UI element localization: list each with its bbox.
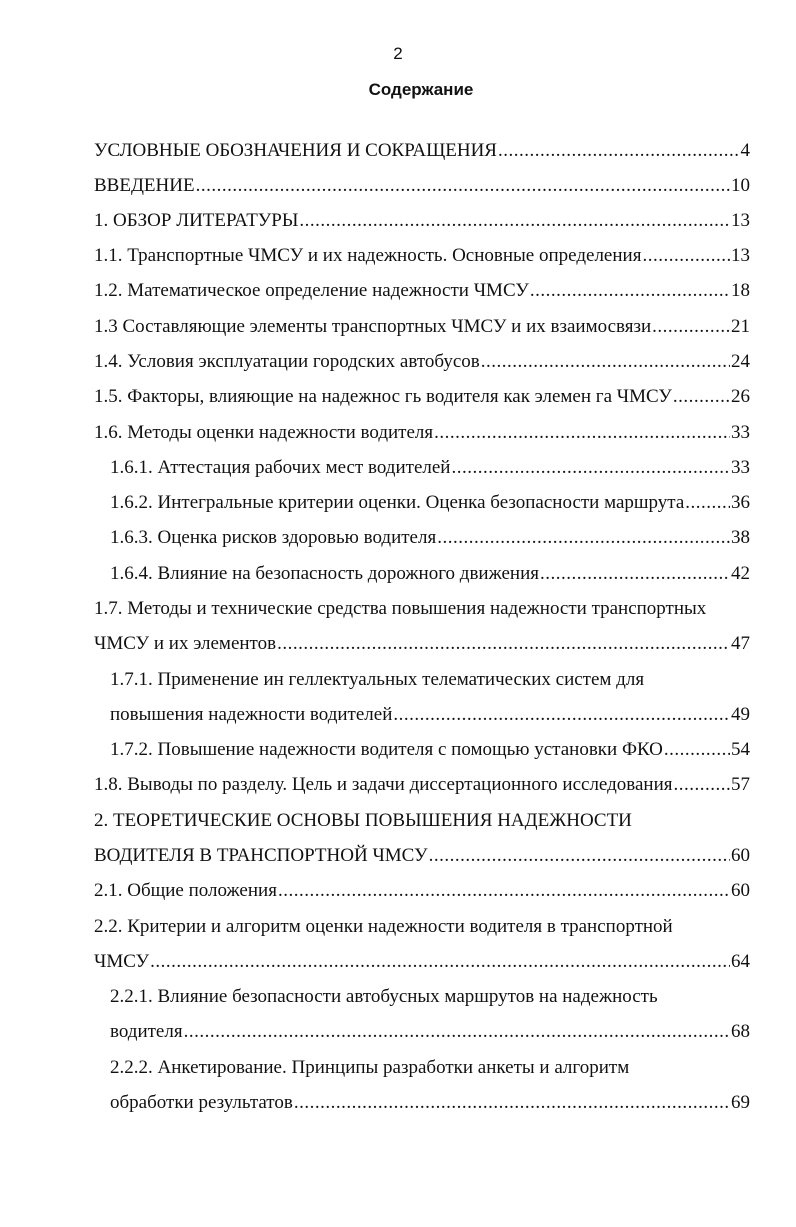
leader-dots bbox=[429, 841, 730, 871]
toc-entry-text: ЧМСУ bbox=[94, 951, 150, 972]
toc-entry-text: 1.3 Составляющие элементы транспортных ЧМСУ и их взаимосвязи bbox=[94, 316, 652, 337]
toc-entry bbox=[110, 1053, 750, 1083]
toc-entry bbox=[94, 312, 750, 342]
leader-dots bbox=[685, 488, 730, 518]
leader-dots bbox=[673, 382, 730, 412]
leader-dots bbox=[184, 1017, 730, 1047]
leader-dots bbox=[278, 876, 730, 906]
toc-entry bbox=[94, 594, 750, 624]
toc-entry-page: 18 bbox=[731, 280, 750, 301]
toc-entry-page: 13 bbox=[731, 210, 750, 231]
toc-entry-page: 33 bbox=[731, 422, 750, 443]
toc-entry bbox=[110, 523, 750, 553]
toc-entry bbox=[110, 735, 750, 765]
leader-dots bbox=[150, 947, 730, 977]
toc-entry bbox=[94, 629, 750, 659]
toc-entry bbox=[94, 136, 750, 166]
toc-title: Содержание bbox=[368, 80, 474, 99]
toc-entry-page: 54 bbox=[731, 739, 750, 760]
toc-entry-text: 1.6.1. Аттестация рабочих мест водителей bbox=[110, 457, 451, 478]
leader-dots bbox=[481, 347, 730, 377]
toc-entry bbox=[94, 171, 750, 201]
toc-entry-text: 1.6.4. Влияние на безопасность дорожного движения bbox=[110, 563, 539, 584]
toc-entry-text: 1.6. Методы оценки надежности водителя bbox=[94, 422, 434, 443]
leader-dots bbox=[434, 418, 730, 448]
toc-entry bbox=[94, 418, 750, 448]
toc-entry-page: 10 bbox=[731, 175, 750, 196]
toc-entry bbox=[94, 876, 750, 906]
toc-entry bbox=[94, 806, 750, 836]
toc-entry-text: водителя bbox=[110, 1021, 183, 1042]
leader-dots bbox=[277, 629, 730, 659]
toc-entry-page: 24 bbox=[731, 351, 750, 372]
toc-entry-text: ВВЕДЕНИЕ bbox=[94, 175, 195, 196]
toc-entry-text: УСЛОВНЫЕ ОБОЗНАЧЕНИЯ И СОКРАЩЕНИЯ bbox=[94, 140, 497, 161]
toc-entry-page: 47 bbox=[731, 633, 750, 654]
toc-entry-text: 1. ОБЗОР ЛИТЕРАТУРЫ bbox=[94, 210, 299, 231]
toc-entry-text: 1.7.1. Применение ин геллектуальных телематических систем для bbox=[110, 669, 645, 690]
leader-dots bbox=[652, 312, 730, 342]
toc-entry-text: 1.1. Транспортные ЧМСУ и их надежность. Основные определения bbox=[94, 245, 642, 266]
leader-dots bbox=[540, 559, 730, 589]
toc-entry-text: 1.6.3. Оценка рисков здоровью водителя bbox=[110, 527, 437, 548]
toc-entry bbox=[94, 912, 750, 942]
toc-entry-text: обработки результатов bbox=[110, 1092, 293, 1113]
leader-dots bbox=[498, 136, 740, 166]
toc-entry bbox=[94, 382, 750, 412]
leader-dots bbox=[294, 1088, 730, 1118]
toc-entry-text: 2.2.2. Анкетирование. Принципы разработки анкеты и алгоритм bbox=[110, 1057, 630, 1078]
toc-entry-page: 21 bbox=[731, 316, 750, 337]
toc-entry-page: 60 bbox=[731, 880, 750, 901]
toc-entry bbox=[94, 241, 750, 271]
toc-entry bbox=[110, 665, 750, 695]
toc-entry-text: 1.7.2. Повышение надежности водителя с помощью установки ФКО bbox=[110, 739, 663, 760]
toc-entry bbox=[94, 947, 750, 977]
toc-entry-text: ВОДИТЕЛЯ В ТРАНСПОРТНОЙ ЧМСУ bbox=[94, 845, 428, 866]
toc-entry-page: 42 bbox=[731, 563, 750, 584]
toc-entry-page: 36 bbox=[731, 492, 750, 513]
toc-entry-text: 1.8. Выводы по разделу. Цель и задачи диссертационного исследования bbox=[94, 774, 673, 795]
toc-entry-text: 2.2. Критерии и алгоритм оценки надежности водителя в транспортной bbox=[94, 916, 673, 937]
toc-entry bbox=[94, 276, 750, 306]
toc-entry-page: 38 bbox=[731, 527, 750, 548]
toc-entry-text: ЧМСУ и их элементов bbox=[94, 633, 277, 654]
toc-entry-text: 1.5. Факторы, влияющие на надежнос гь водителя как элемен га ЧМСУ bbox=[94, 386, 672, 407]
toc-entry-page: 26 bbox=[731, 386, 750, 407]
toc-entry-page: 68 bbox=[731, 1021, 750, 1042]
toc-entry-text: 2. ТЕОРЕТИЧЕСКИЕ ОСНОВЫ ПОВЫШЕНИЯ НАДЕЖНОСТИ bbox=[94, 810, 632, 831]
leader-dots bbox=[437, 523, 730, 553]
toc-entry bbox=[110, 559, 750, 589]
leader-dots bbox=[299, 206, 730, 236]
toc-entry-page: 60 bbox=[731, 845, 750, 866]
toc-entry bbox=[110, 700, 750, 730]
toc-entry-page: 4 bbox=[740, 140, 750, 161]
toc-entry bbox=[110, 453, 750, 483]
leader-dots bbox=[664, 735, 730, 765]
toc-entry-page: 69 bbox=[731, 1092, 750, 1113]
toc-entry bbox=[94, 347, 750, 377]
toc-entry bbox=[110, 1017, 750, 1047]
toc-entry-text: 1.7. Методы и технические средства повышения надежности транспортных bbox=[94, 598, 707, 619]
toc-entry-text: 1.4. Условия эксплуатации городских автобусов bbox=[94, 351, 480, 372]
toc-entry-page: 33 bbox=[731, 457, 750, 478]
toc-entry-text: повышения надежности водителей bbox=[110, 704, 393, 725]
leader-dots bbox=[674, 770, 731, 800]
leader-dots bbox=[393, 700, 730, 730]
leader-dots bbox=[530, 276, 730, 306]
toc-entry bbox=[94, 841, 750, 871]
toc-entry-text: 2.1. Общие положения bbox=[94, 880, 277, 901]
toc-entry-page: 57 bbox=[731, 774, 750, 795]
toc-entry-page: 49 bbox=[731, 704, 750, 725]
toc-entry bbox=[110, 982, 750, 1012]
toc-entry bbox=[94, 770, 750, 800]
toc-entry-text: 1.2. Математическое определение надежности ЧМСУ bbox=[94, 280, 529, 301]
toc-entry-page: 64 bbox=[731, 951, 750, 972]
toc-entry bbox=[110, 488, 750, 518]
toc-entry-text: 2.2.1. Влияние безопасности автобусных маршрутов на надежность bbox=[110, 986, 658, 1007]
leader-dots bbox=[451, 453, 730, 483]
leader-dots bbox=[196, 171, 730, 201]
toc-entry bbox=[110, 1088, 750, 1118]
leader-dots bbox=[642, 241, 730, 271]
page-number: 2 bbox=[393, 44, 403, 63]
toc-entry-text: 1.6.2. Интегральные критерии оценки. Оценка безопасности маршрута bbox=[110, 492, 685, 513]
toc-entry-page: 13 bbox=[731, 245, 750, 266]
toc-entry bbox=[94, 206, 750, 236]
